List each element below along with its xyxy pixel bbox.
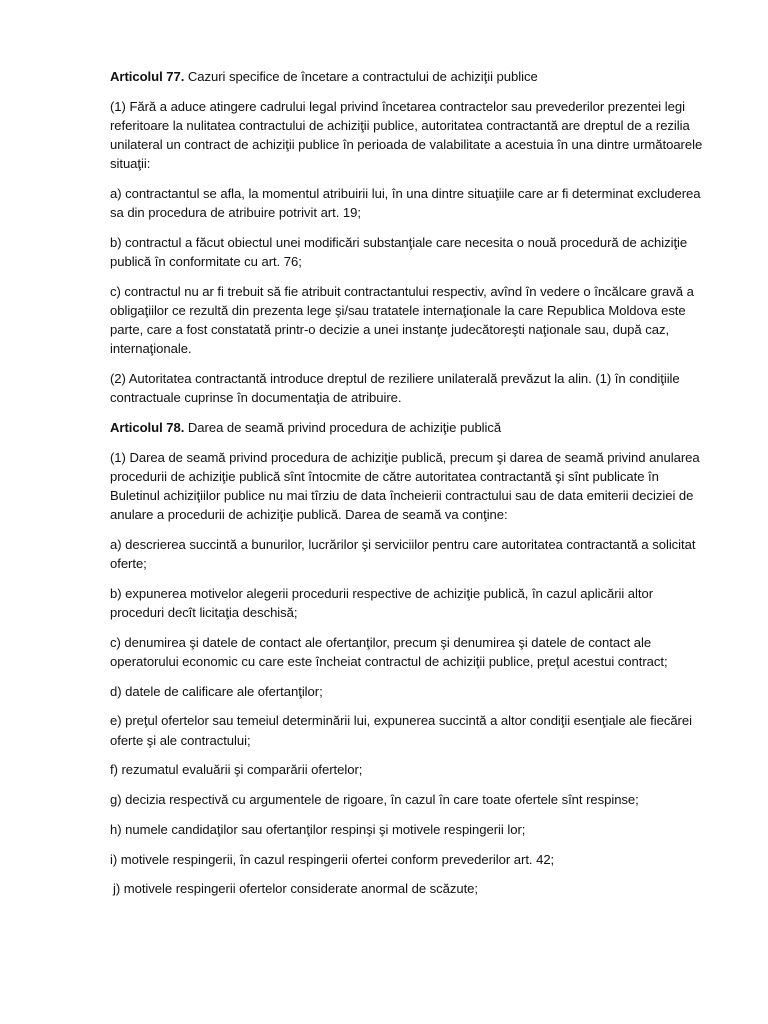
article-78-item-b: b) expunerea motivelor alegerii procedurii respective de achiziţie publică, în cazul aplicării altor proceduri decît licitaţia deschisă; xyxy=(110,585,654,621)
article-77-item-c: c) contractul nu ar fi trebuit să fie atribuit contractantului respectiv, avînd în vedere o încălcare gravă a obligaţiilor ce rezultă din prezenta lege şi/sau tratatele internaţionale la care Republica Moldova este parte, care a fost constatată printr-o decizie a unei instanţe judecătoreşti naţionale sau, după caz, internaţionale. xyxy=(110,283,694,357)
article-78-item-f: f) rezumatul evaluării şi comparării ofertelor; xyxy=(110,762,363,778)
article-78-heading-line xyxy=(110,418,708,437)
article-77-title: Cazuri specifice de încetare a contractului de achiziţii publice xyxy=(184,69,538,84)
article-77-number: Articolul 77. xyxy=(110,69,185,84)
article-78-item-j: j) motivele respingerii ofertelor considerate anormal de scăzute; xyxy=(113,881,479,897)
article-78-item-g: g) decizia respectivă cu argumentele de rigoare, în cazul în care toate ofertele sînt respinse; xyxy=(110,792,639,808)
article-78-item-i: i) motivele respingerii, în cazul respingerii ofertei conform prevederilor art. 42; xyxy=(110,851,555,867)
article-77-paragraph-1: (1) Fără a aduce atingere cadrului legal privind încetarea contractelor sau prevederilor prezentei legi referitoare la nulitatea contractului de achiziţii publice, autoritatea contractantă are dreptul de a rezilia unilateral un contract de achiziţii publice în perioada de valabilitate a acestuia în una dintre următoarele situaţii: xyxy=(110,98,703,172)
article-77-item-a: a) contractantul se afla, la momentul atribuirii lui, în una dintre situaţiile care ar fi determinat excluderea sa din procedura de atribuire potrivit art. 19; xyxy=(110,186,701,221)
article-78-paragraph-1: (1) Darea de seamă privind procedura de achiziţie publică, precum şi darea de seamă privind anularea procedurii de achiziţie publică sînt întocmite de către autoritatea contractantă şi sînt publicate în Buletinul achiziţiilor publice nu mai tîrziu de data încheierii contractului sau de data emiterii deciziei de anulare a procedurii de achiziţie publică. Darea de seamă va conţine: xyxy=(110,449,700,523)
article-77-item-b: b) contractul a făcut obiectul unei modificări substanţiale care necesita o nouă procedură de achiziţie publică în conformitate cu art. 76; xyxy=(110,234,688,270)
article-78-title: Darea de seamă privind procedura de achiziţie publică xyxy=(184,420,502,436)
article-78-item-d: d) datele de calificare ale ofertanţilor; xyxy=(110,683,323,699)
article-78-item-h: h) numele candidaţilor sau ofertanţilor respinşi şi motivele respingerii lor; xyxy=(110,821,526,837)
article-78-item-c: c) denumirea şi datele de contact ale ofertanţilor, precum şi denumirea şi datele de contact ale operatorului economic cu care este încheiat contractul de achiziţii publice, preţul acestui contract; xyxy=(110,634,668,670)
article-78-item-a: a) descrierea succintă a bunurilor, lucrărilor şi serviciilor pentru care autoritatea contractantă a solicitat oferte; xyxy=(110,537,696,572)
article-78-number: Articolul 78. xyxy=(110,420,185,436)
article-77-heading-line xyxy=(110,67,708,86)
article-78-item-e: e) preţul ofertelor sau temeiul determinării lui, expunerea succintă a altor condiţii esenţiale ale fiecărei oferte şi ale contractului; xyxy=(110,713,692,748)
article-77-paragraph-2: (2) Autoritatea contractantă introduce dreptul de reziliere unilaterală prevăzut la alin. (1) în condiţiile contractuale cuprinse în documentaţia de atribuire. xyxy=(110,371,680,406)
